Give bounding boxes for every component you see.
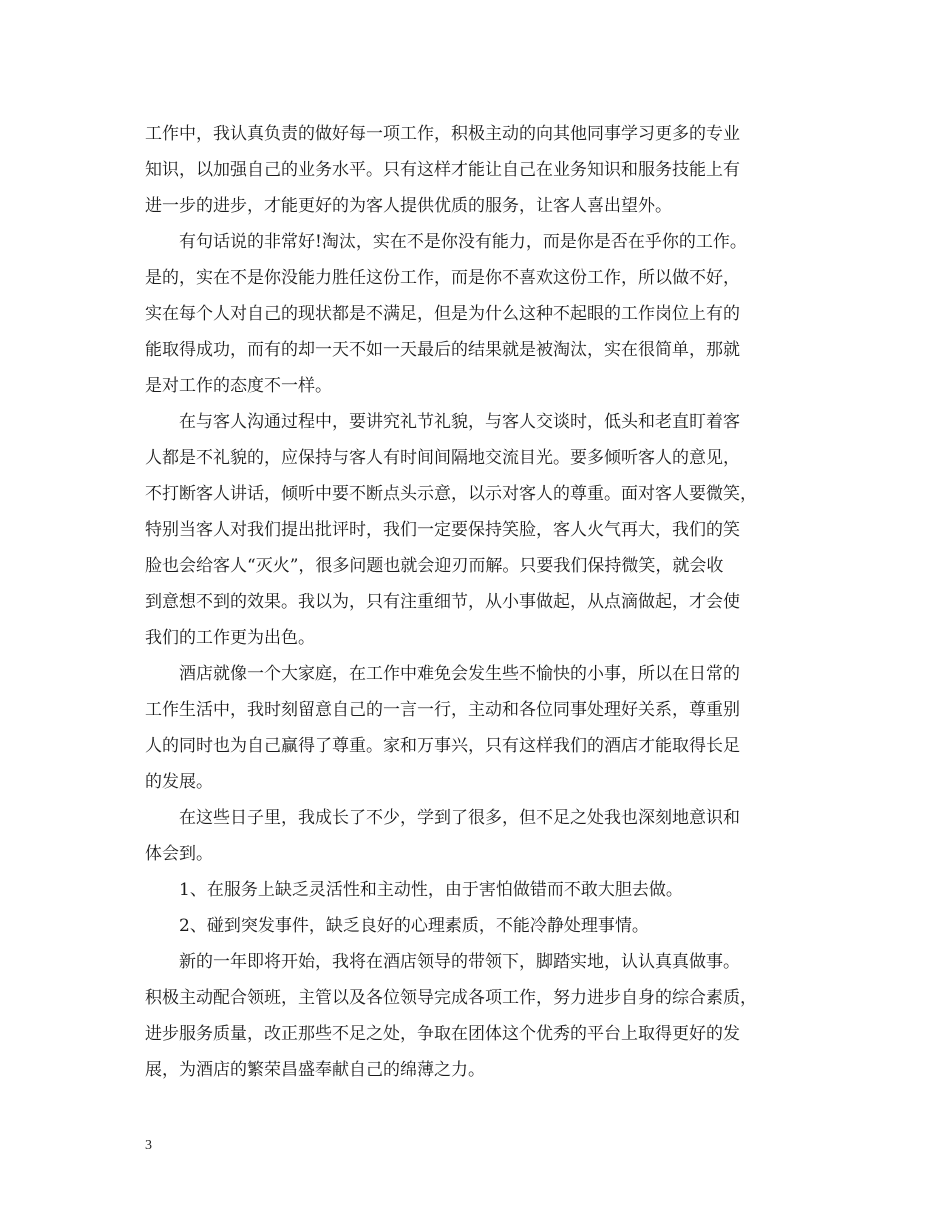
text-line: 我们的工作更为出色。 [145,628,315,648]
paragraph [145,224,805,404]
text-line: 酒店就像一个大家庭，在工作中难免会发生些不愉快的小事，所以在日常的 [179,664,740,684]
text-line: 进一步的进步，才能更好的为客人提供优质的服务，让客人喜出望外。 [145,196,672,216]
text-line: 展，为酒店的繁荣昌盛奉献自己的绵薄之力。 [145,1060,485,1080]
page-number: 3 [145,1138,152,1153]
text-line: 知识，以加强自己的业务水平。只有这样才能让自己在业务知识和服务技能上有 [145,160,740,180]
text-line: 脸也会给客人“灭火”，很多问题也就会迎刃而解。只要我们保持微笑，就会收 [145,556,724,576]
text-line: 2、碰到突发事件，缺乏良好的心理素质，不能冷静处理事情。 [179,916,649,936]
text-line: 在与客人沟通过程中，要讲究礼节礼貌，与客人交谈时，低头和老直盯着客 [179,412,740,432]
paragraph [145,872,805,908]
text-line: 实在每个人对自己的现状都是不满足，但是为什么这种不起眼的工作岗位上有的 [145,304,740,324]
text-line: 是的，实在不是你没能力胜任这份工作，而是你不喜欢这份工作，所以做不好， [145,268,740,288]
text-line: 工作生活中，我时刻留意自己的一言一行，主动和各位同事处理好关系，尊重别 [145,700,740,720]
paragraph [145,656,805,800]
text-line: 1、在服务上缺乏灵活性和主动性，由于害怕做错而不敢大胆去做。 [179,880,683,900]
text-line: 人的同时也为自己赢得了尊重。家和万事兴，只有这样我们的酒店才能取得长足 [145,736,740,756]
text-line: 进步服务质量，改正那些不足之处，争取在团体这个优秀的平台上取得更好的发 [145,1024,740,1044]
paragraph [145,800,805,872]
paragraph [145,908,805,944]
text-line: 能取得成功，而有的却一天不如一天最后的结果就是被淘汰，实在很简单，那就 [145,340,740,360]
paragraph [145,944,805,1088]
text-line: 工作中，我认真负责的做好每一项工作，积极主动的向其他同事学习更多的专业 [145,124,740,144]
text-line: 有句话说的非常好!淘汰，实在不是你没有能力，而是你是否在乎你的工作。 [179,232,747,252]
paragraph [145,116,805,224]
text-line: 积极主动配合领班，主管以及各位领导完成各项工作，努力进步自身的综合素质， [145,988,757,1008]
body-text [145,116,805,1088]
text-line: 在这些日子里，我成长了不少，学到了很多，但不足之处我也深刻地意识和 [179,808,740,828]
text-line: 体会到。 [145,844,213,864]
text-line: 特别当客人对我们提出批评时，我们一定要保持笑脸，客人火气再大，我们的笑 [145,520,740,540]
text-line: 的发展。 [145,772,213,792]
text-line: 到意想不到的效果。我以为，只有注重细节，从小事做起，从点滴做起，才会使 [145,592,740,612]
text-line: 是对工作的态度不一样。 [145,376,332,396]
paragraph [145,404,805,656]
text-line: 人都是不礼貌的，应保持与客人有时间间隔地交流目光。要多倾听客人的意见， [145,448,740,468]
text-line: 不打断客人讲话，倾听中要不断点头示意，以示对客人的尊重。面对客人要微笑， [145,484,757,504]
text-line: 新的一年即将开始，我将在酒店领导的带领下，脚踏实地，认认真真做事。 [179,952,740,972]
